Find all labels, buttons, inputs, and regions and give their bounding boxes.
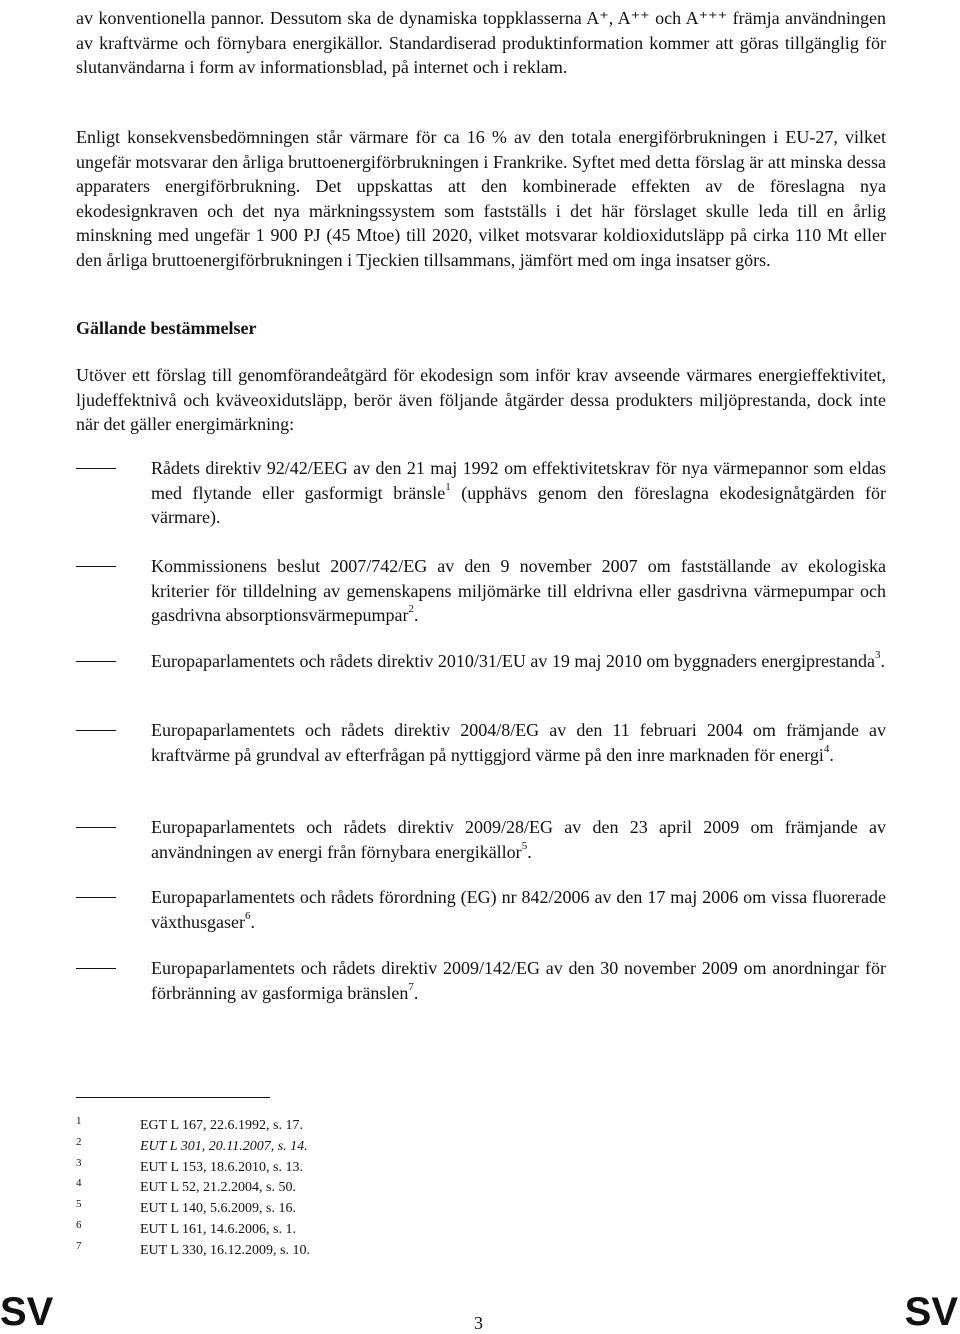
dash-bullet xyxy=(76,968,116,969)
paragraph-provisions: Utöver ett förslag till genomförandeåtgärd för ekodesign som inför krav avseende värmares energieffektivitet, ljudeffektnivå och kväveoxidutsläpp, berör även följande åtgärder dessa produkters miljöprestanda, dock inte när det gäller energimärkning: xyxy=(76,365,886,434)
footnote-separator xyxy=(76,1097,270,1098)
list-item-text: Europaparlamentets och rådets direktiv 2004/8/EG av den 11 februari 2004 om främjande av kraftvärme på grundval av efterfrågan på nyttiggjord värme på den inre marknaden för energi$^4$. xyxy=(151,720,886,765)
paragraph-impact: Enligt konsekvensbedömningen står värmare för ca 16 % av den totala energiförbrukningen i EU-27, vilket ungefär motsvarar den årliga bruttoenergiförbrukningen i Frankrike. Syftet med detta förslag är att minska dessa apparaters energiförbrukning. Det uppskattas att den kombinerade effekten av de föreslagna nya ekodesignkraven och det nya märkningssystem som fastställs i det här förslaget skulle leda till en årlig minskning med ungefär 1 900 PJ (45 Mtoe) till 2020, vilket motsvarar koldioxidutsläpp på cirka 110 Mt eller den årliga bruttoenergiförbrukningen i Tjeckien tillsammans, jämfört med om inga insatser görs. xyxy=(76,127,886,270)
footnote xyxy=(76,1178,576,1199)
footnote xyxy=(76,1116,576,1137)
footnote xyxy=(76,1241,576,1262)
footnote-ref[interactable]: 4 xyxy=(823,742,830,755)
list-item xyxy=(76,456,886,530)
page-number: 3 xyxy=(474,1313,483,1333)
footnote-number: 5 xyxy=(76,1198,82,1211)
list-item-text: Europaparlamentets och rådets förordning (EG) nr 842/2006 av den 17 maj 2006 om vissa fluorerade växthusgaser$^6$. xyxy=(151,887,886,932)
list-item xyxy=(76,885,886,934)
list-item xyxy=(76,956,886,1005)
footnote-text: EUT L 330, 16.12.2009, s. 10. xyxy=(140,1242,310,1258)
list-item xyxy=(76,815,886,864)
footnote-ref[interactable]: 1 xyxy=(445,480,451,493)
footnote-ref[interactable]: 5 xyxy=(521,839,528,852)
section-heading: Gällande bestämmelser xyxy=(76,318,257,338)
dash-bullet xyxy=(76,661,116,662)
footnote-number: 7 xyxy=(76,1239,82,1252)
footnotes xyxy=(76,1116,576,1262)
paragraph-intro: av konventionella pannor. Dessutom ska de dynamiska toppklasserna A⁺, A⁺⁺ och A⁺⁺⁺ främja användningen av kraftvärme och förnybara energikällor. Standardiserad produktinformation kommer att göras tillgänglig för slutanvändarna i form av informationsblad, på internet och i reklam. xyxy=(76,8,886,77)
footnote-number: 6 xyxy=(76,1218,82,1231)
dash-bullet xyxy=(76,897,116,898)
list-item-text: Europaparlamentets och rådets direktiv 2009/142/EG av den 30 november 2009 om anordningar för förbränning av gasformiga bränslen$^7$. xyxy=(151,958,886,1003)
footnote xyxy=(76,1199,576,1220)
list-item xyxy=(76,718,886,767)
list-item-text: Rådets direktiv 92/42/EEG av den 21 maj 1992 om effektivitetskrav för nya värmepannor som eldas med flytande eller gasformigt bränsle$^1$ (upphävs genom den föreslagna ekodesignåtgärden för värmare). xyxy=(151,458,886,527)
list-item xyxy=(76,554,886,628)
footnote-text: EUT L 153, 18.6.2010, s. 13. xyxy=(140,1159,303,1175)
footnote-ref[interactable]: 7 xyxy=(408,980,414,993)
footnote-text: EUT L 140, 5.6.2009, s. 16. xyxy=(140,1201,296,1217)
footnote-number: 1 xyxy=(76,1115,82,1127)
footnote xyxy=(76,1220,576,1241)
footnote-ref[interactable]: 2 xyxy=(408,603,414,615)
dash-bullet xyxy=(76,730,116,731)
footnote xyxy=(76,1158,576,1179)
list-item-text: Europaparlamentets och rådets direktiv 2009/28/EG av den 23 april 2009 om främjande av användningen av energi från förnybara energikällor$^5$. xyxy=(151,817,886,862)
dash-bullet xyxy=(76,566,116,567)
footnote-text: EUT L 301, 20.11.2007, s. 14. xyxy=(140,1138,308,1154)
footnote-ref[interactable]: 3 xyxy=(874,649,881,661)
language-code-left: SV xyxy=(0,1290,54,1334)
footnote-text: EUT L 161, 14.6.2006, s. 1. xyxy=(140,1221,296,1237)
footnote-text: EGT L 167, 22.6.1992, s. 17. xyxy=(140,1118,303,1133)
dash-bullet xyxy=(76,827,116,828)
footnote-number: 3 xyxy=(76,1156,82,1169)
language-code-right: SV xyxy=(904,1290,958,1334)
footnote-number: 2 xyxy=(76,1135,82,1148)
footnote-number: 4 xyxy=(76,1177,82,1190)
footnote-ref[interactable]: 6 xyxy=(244,909,251,922)
footnote xyxy=(76,1137,576,1158)
dash-bullet xyxy=(76,468,116,469)
list-item xyxy=(76,649,886,674)
list-item-text: Europaparlamentets och rådets direktiv 2010/31/EU av 19 maj 2010 om byggnaders energiprestanda$^3$. xyxy=(151,649,885,671)
footnote-text: EUT L 52, 21.2.2004, s. 50. xyxy=(140,1180,296,1196)
list-item-text: Kommissionens beslut 2007/742/EG av den 9 november 2007 om fastställande av ekologiska kriterier för tilldelning av gemenskapens miljömärke till eldrivna eller gasdrivna värmepumpar och gasdrivna absorptionsvärmepumpar$^2$. xyxy=(151,556,886,625)
